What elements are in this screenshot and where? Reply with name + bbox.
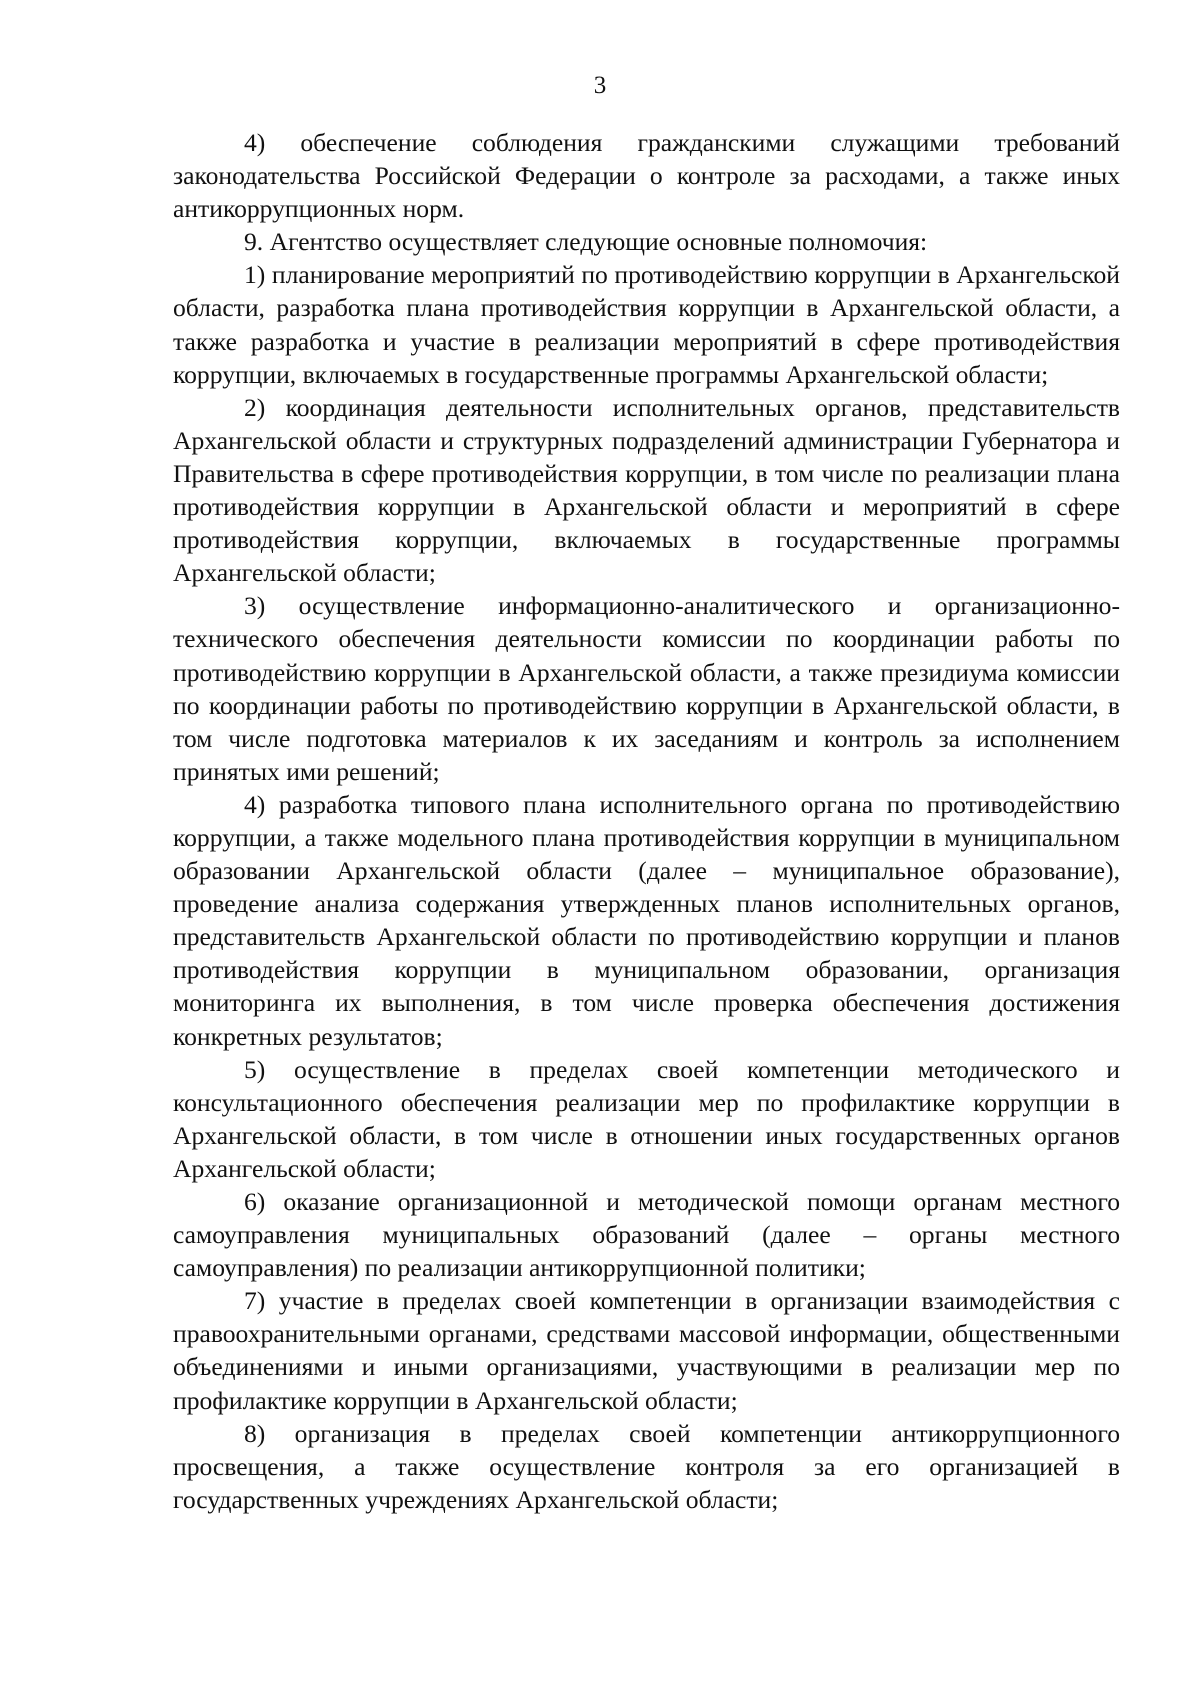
paragraph-power-7: 7) участие в пределах своей компетенции в организации взаимодействия с правоохранительными органами, средствами массовой информации, общественными объединениями и иными организациями, участвующими в реализации мер по профилактике коррупции в Архангельской области; — [173, 1286, 1120, 1415]
paragraph-section-9-heading: 9. Агентство осуществляет следующие основные полномочия: — [244, 227, 928, 257]
paragraph-power-2: 2) координация деятельности исполнительных органов, представительств Архангельской области и структурных подразделений администрации Губернатора и Правительства в сфере противодействия коррупции, в том числе по реализации плана противодействия коррупции в Архангельской области и мероприятий в сфере противодействия коррупции, включаемых в государственные программы Архангельской области; — [173, 392, 1120, 588]
page-number: 3 — [593, 72, 607, 99]
paragraph-power-8: 8) организация в пределах своей компетенции антикоррупционного просвещения, а также осуществление контроля за его организацией в государственных учреждениях Архангельской области; — [173, 1418, 1120, 1514]
paragraph-item-4-obligations: 4) обеспечение соблюдения гражданскими служащими требований законодательства Российской Федерации о контроле за расходами, а также иных антикоррупционных норм. — [173, 128, 1120, 224]
paragraph-power-4: 4) разработка типового плана исполнительного органа по противодействию коррупции, а также модельного плана противодействия коррупции в муниципальном образовании Архангельской области (далее – муниципальное образование), проведение анализа содержания утвержденных планов исполнительных органов, представительств Архангельской области по противодействию коррупции и планов противодействия коррупции в муниципальном образовании, организация мониторинга их выполнения, в том числе проверка обеспечения достижения конкретных результатов; — [173, 789, 1120, 1051]
paragraph-power-6: 6) оказание организационной и методической помощи органам местного самоуправления муниципальных образований (далее – органы местного самоуправления) по реализации антикоррупционной политики; — [173, 1187, 1120, 1283]
paragraph-power-1: 1) планирование мероприятий по противодействию коррупции в Архангельской области, разработка плана противодействия коррупции в Архангельской области, а также разработка и участие в реализации мероприятий в сфере противодействия коррупции, включаемых в государственные программы Архангельской области; — [173, 260, 1120, 389]
document-body — [173, 126, 1120, 1516]
paragraph-power-3: 3) осуществление информационно-аналитического и организационно-технического обеспечения деятельности комиссии по координации работы по противодействию коррупции в Архангельской области, а также президиума комиссии по координации работы по противодействию коррупции в Архангельской области, в том числе подготовка материалов к их заседаниям и контроль за исполнением принятых ими решений; — [173, 591, 1120, 786]
paragraph-power-5: 5) осуществление в пределах своей компетенции методического и консультационного обеспечения реализации мер по профилактике коррупции в Архангельской области, в том числе в отношении иных государственных органов Архангельской области; — [173, 1054, 1120, 1183]
